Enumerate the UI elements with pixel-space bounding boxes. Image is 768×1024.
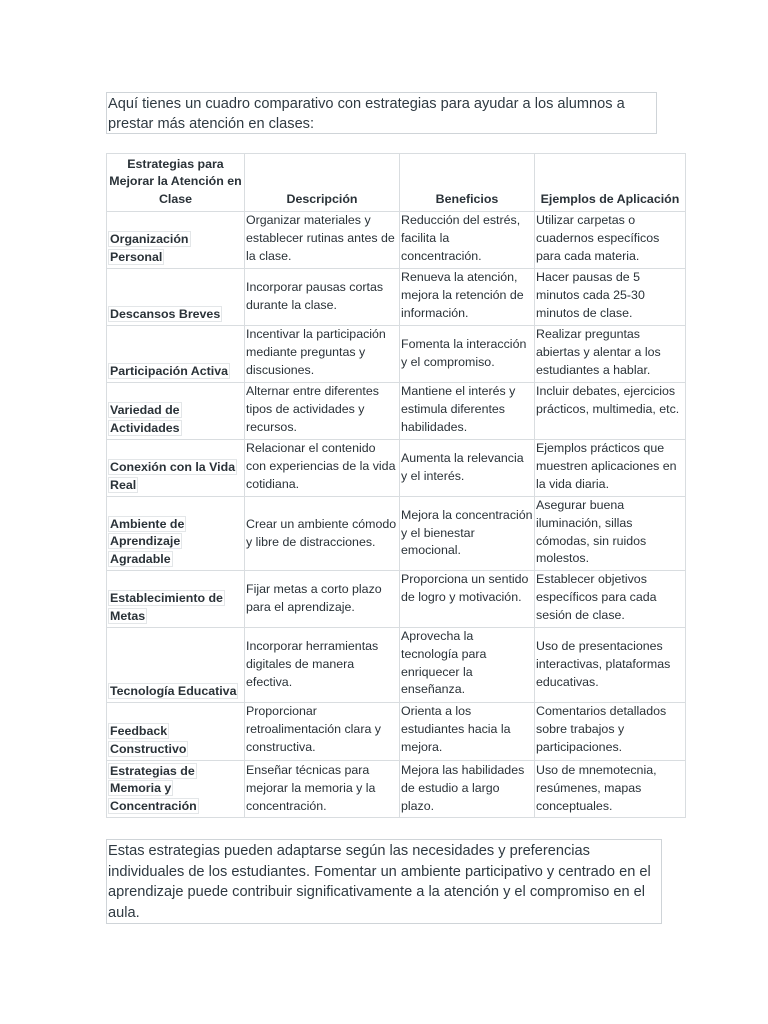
- strategy-cell: [107, 383, 245, 440]
- comparison-table-container: [106, 153, 685, 818]
- closing-paragraph: Estas estrategias pueden adaptarse según las necesidades y preferencias individuales de los estudiantes. Fomentar un ambiente participativo y centrado en el aprendizaje puede contribuir significativamente a la atención y el compromiso en el aula.: [106, 839, 662, 924]
- strategy-cell: [107, 212, 245, 269]
- header-benefits: Beneficios: [400, 154, 535, 212]
- benefits-cell: Proporciona un sentido de logro y motivación.: [400, 571, 535, 628]
- strategy-cell: [107, 440, 245, 497]
- table-row: [107, 326, 686, 383]
- table-row: [107, 212, 686, 269]
- strategy-name: Organización Personal: [110, 232, 189, 265]
- examples-cell: Ejemplos prácticos que muestren aplicaciones en la vida diaria.: [535, 440, 686, 497]
- strategy-cell: [107, 571, 245, 628]
- strategy-name: Estrategias de Memoria y Concentración: [110, 763, 197, 814]
- examples-cell: Uso de presentaciones interactivas, plataformas educativas.: [535, 628, 686, 703]
- benefits-cell: Orienta a los estudiantes hacia la mejora.: [400, 703, 535, 761]
- table-row: [107, 628, 686, 703]
- benefits-cell: Mantiene el interés y estimula diferentes habilidades.: [400, 383, 535, 440]
- description-cell: Alternar entre diferentes tipos de actividades y recursos.: [245, 383, 400, 440]
- strategy-name: Tecnología Educativa: [110, 684, 237, 699]
- strategy-name: Descansos Breves: [110, 307, 221, 322]
- strategy-cell: [107, 703, 245, 761]
- examples-cell: Realizar preguntas abiertas y alentar a los estudiantes a hablar.: [535, 326, 686, 383]
- strategy-name: Feedback Constructivo: [110, 724, 187, 757]
- examples-cell: Establecer objetivos específicos para cada sesión de clase.: [535, 571, 686, 628]
- examples-cell: Comentarios detallados sobre trabajos y participaciones.: [535, 703, 686, 761]
- description-cell: Enseñar técnicas para mejorar la memoria y la concentración.: [245, 761, 400, 818]
- table-row: [107, 383, 686, 440]
- examples-cell: Uso de mnemotecnia, resúmenes, mapas conceptuales.: [535, 761, 686, 818]
- examples-cell: Incluir debates, ejercicios prácticos, multimedia, etc.: [535, 383, 686, 440]
- strategy-name: Participación Activa: [110, 364, 228, 379]
- table-row: [107, 761, 686, 818]
- description-cell: Relacionar el contenido con experiencias de la vida cotidiana.: [245, 440, 400, 497]
- table-row: [107, 497, 686, 571]
- description-cell: Proporcionar retroalimentación clara y constructiva.: [245, 703, 400, 761]
- strategy-cell: [107, 269, 245, 326]
- examples-cell: Hacer pausas de 5 minutos cada 25-30 minutos de clase.: [535, 269, 686, 326]
- description-cell: Incorporar pausas cortas durante la clase.: [245, 269, 400, 326]
- table-header-row: [107, 154, 686, 212]
- description-cell: Organizar materiales y establecer rutinas antes de la clase.: [245, 212, 400, 269]
- table-row: [107, 571, 686, 628]
- description-cell: Incorporar herramientas digitales de manera efectiva.: [245, 628, 400, 703]
- description-cell: Incentivar la participación mediante preguntas y discusiones.: [245, 326, 400, 383]
- strategy-name: Ambiente de Aprendizaje Agradable: [110, 516, 185, 567]
- strategy-name: Conexión con la Vida Real: [110, 460, 236, 493]
- intro-paragraph: Aquí tienes un cuadro comparativo con estrategias para ayudar a los alumnos a prestar más atención en clases:: [106, 92, 657, 134]
- header-examples: Ejemplos de Aplicación: [535, 154, 686, 212]
- comparison-table: [106, 153, 686, 818]
- examples-cell: Utilizar carpetas o cuadernos específicos para cada materia.: [535, 212, 686, 269]
- header-strategy: Estrategias para Mejorar la Atención en Clase: [107, 154, 245, 212]
- strategy-cell: [107, 326, 245, 383]
- table-row: [107, 269, 686, 326]
- benefits-cell: Reducción del estrés, facilita la concentración.: [400, 212, 535, 269]
- table-row: [107, 703, 686, 761]
- benefits-cell: Mejora la concentración y el bienestar emocional.: [400, 497, 535, 571]
- description-cell: Crear un ambiente cómodo y libre de distracciones.: [245, 497, 400, 571]
- strategy-name: Variedad de Actividades: [110, 403, 180, 436]
- benefits-cell: Renueva la atención, mejora la retención de información.: [400, 269, 535, 326]
- table-row: [107, 440, 686, 497]
- strategy-cell: [107, 628, 245, 703]
- strategy-cell: [107, 497, 245, 571]
- benefits-cell: Aprovecha la tecnología para enriquecer la enseñanza.: [400, 628, 535, 703]
- benefits-cell: Aumenta la relevancia y el interés.: [400, 440, 535, 497]
- strategy-name: Establecimiento de Metas: [110, 591, 223, 624]
- description-cell: Fijar metas a corto plazo para el aprendizaje.: [245, 571, 400, 628]
- examples-cell: Asegurar buena iluminación, sillas cómodas, sin ruidos molestos.: [535, 497, 686, 571]
- header-description: Descripción: [245, 154, 400, 212]
- benefits-cell: Fomenta la interacción y el compromiso.: [400, 326, 535, 383]
- benefits-cell: Mejora las habilidades de estudio a largo plazo.: [400, 761, 535, 818]
- strategy-cell: [107, 761, 245, 818]
